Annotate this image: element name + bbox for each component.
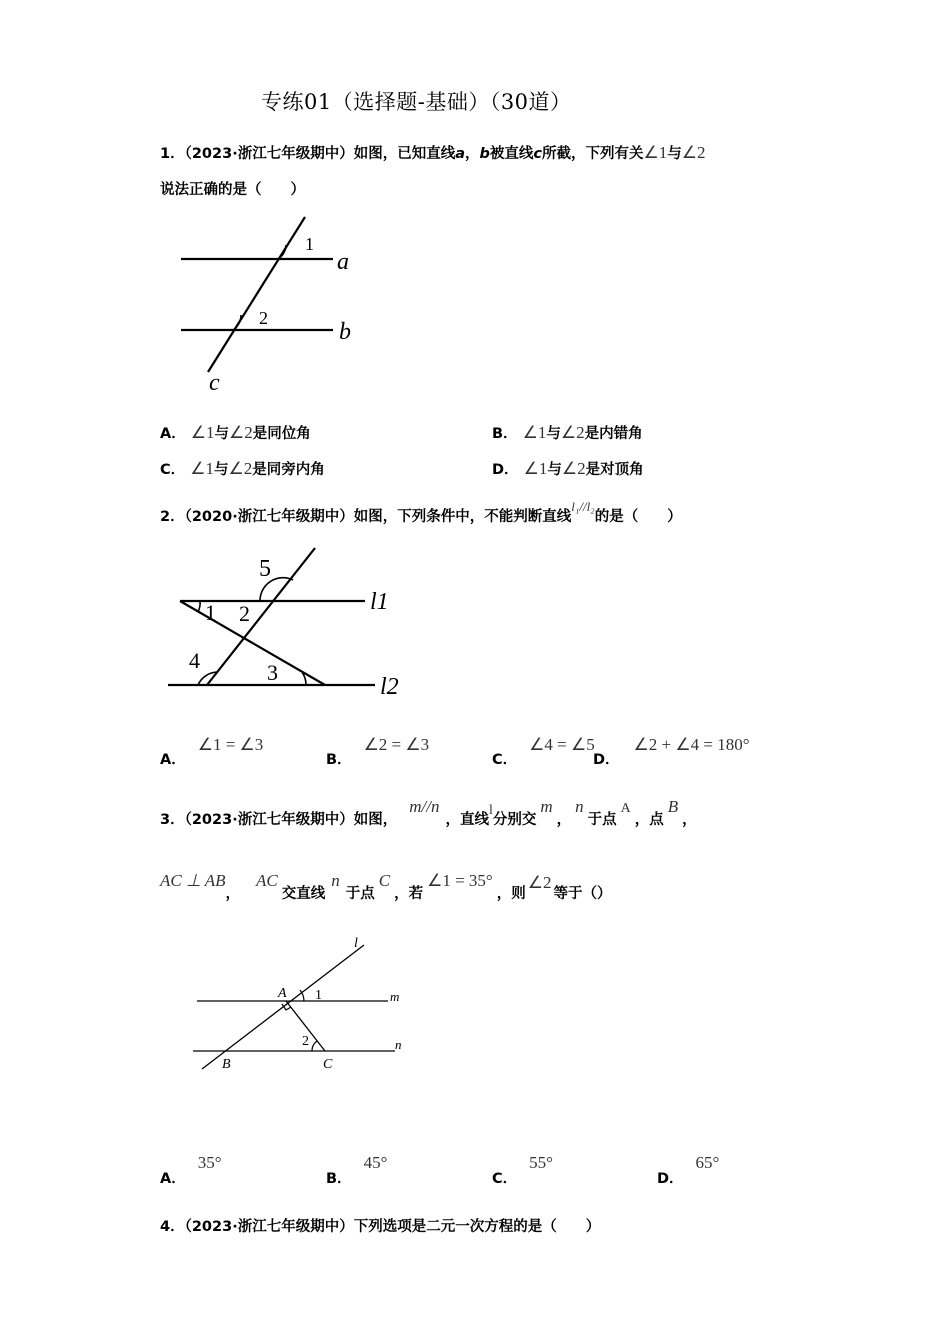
angle-2-math: ∠2 [681, 143, 706, 162]
question-1-stem: 1．（2023·浙江七年级期中）如图，已知直线a，b被直线c所截，下列有关∠1与∠2 [160, 143, 706, 162]
fig2-label-2: 2 [239, 601, 250, 626]
fig1-label-b: b [339, 319, 351, 345]
fig3-label-l: l [354, 936, 358, 951]
question-source: （2023·浙江七年级期中） [184, 812, 354, 828]
question-1-option-d[interactable]: D． ∠1与∠2是对顶角 [492, 459, 644, 478]
question-2-option-a[interactable]: A．∠1 = ∠3 [160, 735, 264, 768]
fig1-label-c: c [209, 370, 220, 396]
question-source: （2023·浙江七年级期中） [184, 146, 354, 162]
fig3-label-B: B [222, 1057, 231, 1072]
question-2-figure [165, 542, 415, 702]
fig3-label-A: A [278, 986, 287, 1001]
fig3-label-2: 2 [302, 1034, 309, 1049]
angle-1-math: ∠1 [643, 143, 668, 162]
fig3-label-m: m [390, 989, 400, 1004]
question-1-option-b[interactable]: B． ∠1与∠2是内错角 [492, 423, 643, 442]
question-source: （2023·浙江七年级期中） [184, 1219, 354, 1235]
question-3-option-c[interactable]: C．55° [492, 1153, 553, 1187]
fig2-label-1: 1 [205, 600, 216, 625]
question-3-figure [190, 935, 420, 1085]
question-number: 3． [160, 812, 185, 828]
question-2-option-c[interactable]: C．∠4 = ∠5 [492, 735, 595, 768]
question-2-option-d[interactable]: D．∠2 + ∠4 = 180° [593, 735, 750, 768]
fig1-label-2: 2 [259, 308, 268, 328]
fig2-label-3: 3 [267, 660, 278, 685]
question-1-option-a[interactable]: A． ∠1与∠2是同位角 [160, 423, 311, 442]
question-4-stem: 4．（2023·浙江七年级期中）下列选项是二元一次方程的是（ ） [160, 1219, 601, 1235]
l1-parallel-l2-math: l₁//l₂ [571, 499, 595, 514]
fig2-label-l2: l2 [380, 674, 399, 700]
question-number: 4． [160, 1219, 185, 1235]
question-2-option-b[interactable]: B．∠2 = ∠3 [326, 735, 430, 768]
question-3-option-b[interactable]: B．45° [326, 1153, 388, 1187]
question-1-figure [175, 212, 375, 396]
question-1-option-c[interactable]: C． ∠1与∠2是同旁内角 [160, 459, 325, 478]
fig1-label-a: a [337, 249, 349, 275]
fig2-label-5: 5 [259, 556, 271, 582]
question-source: （2020·浙江七年级期中） [184, 509, 354, 525]
fig2-label-l1: l1 [370, 589, 389, 615]
question-3-stem-line1: 3．（2023·浙江七年级期中）如图，m//n，直线l分别交m，n于点A，点B， [160, 797, 697, 828]
question-3-option-a[interactable]: A．35° [160, 1153, 222, 1187]
question-number: 1． [160, 146, 185, 162]
fig3-label-1: 1 [315, 988, 322, 1003]
question-1-line2: 说法正确的是（ ） [160, 182, 305, 198]
question-2-stem: 2．（2020·浙江七年级期中）如图，下列条件中，不能判断直线l₁//l₂的是（ ） [160, 499, 682, 525]
fig1-label-1: 1 [305, 234, 314, 254]
question-3-stem-line2: AC ⊥ AB，AC交直线n于点C，若∠1 = 35°，则∠2等于（） [160, 871, 612, 902]
question-number: 2． [160, 509, 185, 525]
fig2-label-4: 4 [189, 648, 200, 673]
fig3-label-n: n [395, 1037, 402, 1052]
fig3-label-C: C [323, 1057, 333, 1072]
question-3-option-d[interactable]: D．65° [657, 1153, 720, 1187]
page-title: 专练01（选择题-基础）（30道） [261, 90, 572, 114]
